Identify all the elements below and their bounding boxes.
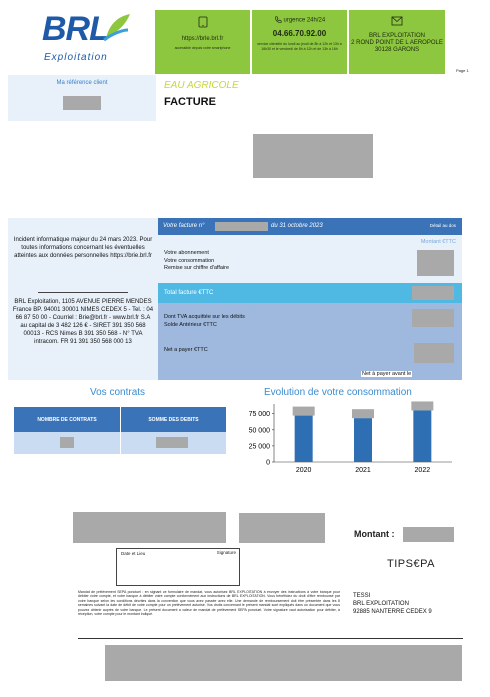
facture-title: FACTURE <box>164 96 216 108</box>
y-tick-label: 25 000 <box>248 443 270 451</box>
date-lieu-label: Date et Lieu <box>121 551 146 556</box>
phone-icon <box>274 16 282 24</box>
invoice-date: du 31 octobre 2023 <box>271 223 323 229</box>
tipsepa-label: TIPS€PA <box>387 558 435 570</box>
payment-line-redacted <box>105 645 462 681</box>
web-box[interactable] <box>155 10 250 74</box>
bar-label-redacted <box>293 407 315 416</box>
logo-subtitle: Exploitation <box>44 52 108 63</box>
y-tick-label: 75 000 <box>248 411 270 419</box>
bottom-divider <box>78 638 463 639</box>
invoice-number-redacted <box>215 222 268 231</box>
tessi-line3: 92885 NANTERRE CEDEX 9 <box>353 609 432 615</box>
mail-line2: 2 ROND POINT DE L AEROPOLE <box>351 40 443 46</box>
tip-redacted-1 <box>73 512 226 543</box>
invoice-summary <box>158 218 462 380</box>
page-number: Page 1 <box>456 68 469 73</box>
net-redacted <box>414 343 454 363</box>
company-address: BRL Exploitation, 1105 AVENUE PIERRE MENDES France BP. 94001 30001 NIMES CEDEX 5 - Tel. : 04 66 87 50 00 - Courriel : Brie@brl.fr - www.brl.fr S.A au capital de 3 482 126 € - SIRET 391 350 568 00013 - RCS Nimes B 391 350 568 - N° TVA intracom. FR 91 391 350 568 000 13 <box>12 299 154 345</box>
invoice-number-label: Votre facture n° <box>163 223 205 229</box>
brl-logo <box>38 10 138 65</box>
tessi-line2: BRL EXPLOITATION <box>353 601 409 607</box>
cell-somme <box>121 432 226 454</box>
urgence-label: urgence 24h/24 <box>283 17 326 24</box>
evolution-title: Evolution de votre consommation <box>264 387 412 398</box>
invoice-net-section <box>158 303 462 380</box>
signature-box[interactable] <box>116 548 240 586</box>
nombre-redacted <box>60 437 74 448</box>
bar-2022 <box>413 410 431 462</box>
urgence-hours: service clientèle du lundi au jeudi de 8h à 12h et 13h à 16h30 et le vendredi de 8h à 12h et de 13h à 16h <box>257 42 342 51</box>
reference-redacted <box>63 96 101 110</box>
mail-box <box>349 10 445 74</box>
tva-solde: Dont TVA acquittée sur les débits Solde Antérieur €TTC <box>164 314 245 328</box>
mail-line1: BRL EXPLOITATION <box>369 33 425 39</box>
bar-2020 <box>295 416 313 462</box>
signature-label: Signature <box>216 550 236 555</box>
montant-redacted <box>403 527 454 542</box>
net-label: Net a payer €TTC <box>164 347 208 353</box>
incident-notice: Incident informatique majeur du 24 mars 2023. Pour toutes informations concernant les éventuelles atteintes aux données personnelles https://brie.brl.fr <box>13 237 153 259</box>
logo-text: BRL <box>42 10 109 48</box>
urgence-phone[interactable]: 04.66.70.92.00 <box>272 29 327 38</box>
montant-label: Montant : <box>354 529 395 539</box>
x-tick-label: 2020 <box>295 467 312 474</box>
mandat-text: Mandat de prélèvement SEPA ponctuel : en signant ce formulaire de mandat, vous autorisez BRL EXPLOITATION à envoyer des instructions à votre banque pour débiter votre compte, et votre banque à débiter votre compte conformément aux instructions de BRL EXPLOITATION. Vous bénéficiez du droit d'être remboursé par votre banque selon les conditions décrites dans la convention que vous avez passée avec elle. Une demande de remboursement doit être présentée dans les 8 semaines suivant la date de débit de votre compte pour un prélèvement autorisé. Vos droits concernant le présent mandat sont expliqués dans un document que vous pouvez obtenir auprès de votre banque. Le présent document a valeur de mandat de prélèvement SEPA ponctuel. Votre signature vaut autorisation pour débiter, à réception, votre compte pour le montant indiqué. <box>78 590 340 617</box>
col-somme-debits: SOMME DES DEBITS <box>121 407 226 432</box>
detail-link[interactable]: Détail au dos <box>429 223 456 228</box>
x-tick-label: 2022 <box>414 467 431 474</box>
tessi-line1: TESSI <box>353 593 371 599</box>
consumption-chart <box>236 400 456 480</box>
amounts-redacted <box>417 250 454 276</box>
somme-redacted <box>156 437 188 448</box>
invoice-lines <box>158 235 462 283</box>
invoice-total-row <box>158 283 462 303</box>
reference-label: Ma référence client <box>56 80 108 86</box>
web-url[interactable]: https://brle.brl.fr <box>181 36 224 42</box>
bar-label-redacted <box>352 409 374 418</box>
tip-redacted-2 <box>239 513 325 543</box>
leaf-icon <box>102 12 132 42</box>
tablet-icon <box>197 16 209 28</box>
urgence-box <box>252 10 347 74</box>
total-label: Total facture €TTC <box>164 290 214 296</box>
envelope-icon <box>391 16 403 26</box>
col-nombre-contrats: NOMBRE DE CONTRATS <box>14 407 120 432</box>
reference-box <box>8 75 156 121</box>
invoice-line-items: Votre abonnement Votre consommation Remise sur chiffre d'affaire <box>164 250 230 271</box>
divider <box>38 292 128 293</box>
tessi-address <box>353 592 432 616</box>
x-tick-label: 2021 <box>355 467 371 474</box>
y-tick-label: 0 <box>266 459 270 467</box>
recipient-address-redacted <box>253 134 373 178</box>
tva-redacted <box>412 309 454 327</box>
cell-nombre <box>14 432 120 454</box>
bar-2021 <box>354 418 372 462</box>
net-avant-label: Net à payer avant le <box>362 371 412 377</box>
web-note: accessible depuis votre smartphone <box>174 46 231 50</box>
mail-line3: 30128 GARONS <box>374 47 420 53</box>
montant-header: Montant €TTC <box>420 239 456 245</box>
invoice-header <box>158 218 462 235</box>
info-column <box>8 218 158 380</box>
eau-agricole: EAU AGRICOLE <box>164 80 239 91</box>
total-redacted <box>412 286 454 300</box>
y-tick-label: 50 000 <box>248 427 270 435</box>
bar-label-redacted <box>411 401 433 410</box>
contrats-title: Vos contrats <box>90 387 146 398</box>
